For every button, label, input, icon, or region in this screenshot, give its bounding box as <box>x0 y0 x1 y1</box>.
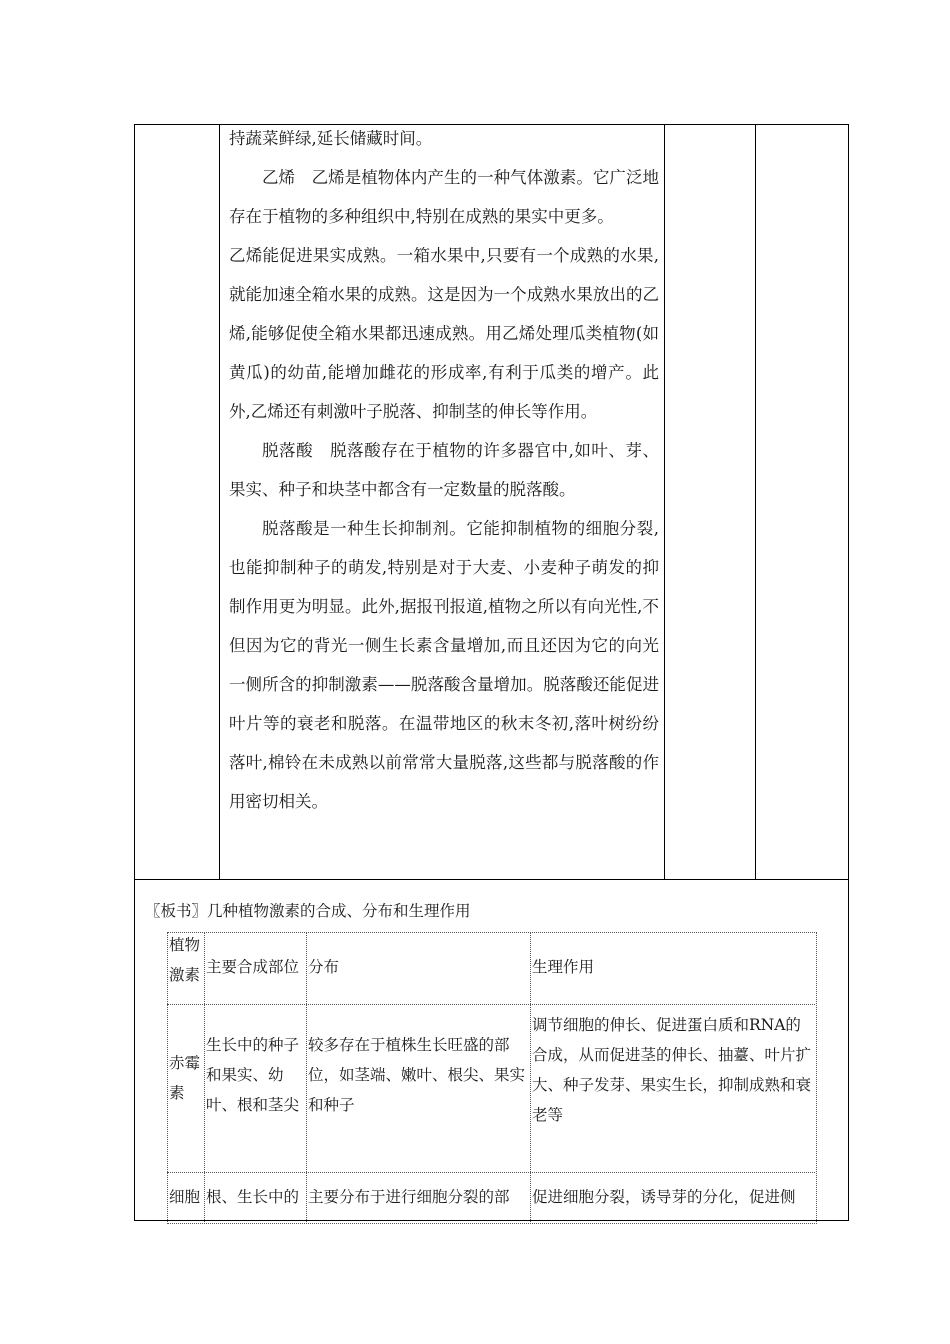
table-header-synthesis-site: 主要合成部位 <box>206 958 300 976</box>
column-divider-1 <box>219 124 220 879</box>
column-divider-3 <box>755 124 756 879</box>
inner-col-divider <box>530 932 531 1222</box>
table-cell-function: 调节细胞的伸长、促进蛋白质和RNA的合成，从而促进茎的伸长、抽薹、叶片扩大、种子发芽、果实生长，抑制成熟和衰老等 <box>532 1016 812 1124</box>
paragraph: 乙烯 乙烯是植物体内产生的一种气体激素。它广泛地存在于植物的多种组织中,特别在成熟的果实中更多。 <box>229 168 659 226</box>
table-header-distribution: 分布 <box>308 958 340 976</box>
outer-border-right <box>848 124 849 1221</box>
inner-row-divider <box>167 1004 815 1005</box>
row-divider <box>134 879 849 880</box>
text-column <box>229 119 659 821</box>
table-header-function: 生理作用 <box>532 958 595 976</box>
table-cell-distribution: 主要分布于进行细胞分裂的部 <box>308 1188 510 1206</box>
board-heading: 〖板书〗几种植物激素的合成、分布和生理作用 <box>145 902 471 920</box>
inner-row-divider <box>167 1172 815 1173</box>
paragraph: 脱落酸 脱落酸存在于植物的许多器官中,如叶、芽、果实、种子和块茎中都含有一定数量的脱落酸。 <box>229 441 659 499</box>
table-cell-synthesis-site: 生长中的种子和果实、幼叶、根和茎尖 <box>206 1036 300 1114</box>
table-cell-synthesis-site: 根、生长中的 <box>206 1188 300 1206</box>
outer-border-left <box>134 124 135 1221</box>
paragraph: 脱落酸是一种生长抑制剂。它能抑制植物的细胞分裂,也能抑制种子的萌发,特别是对于大麦、小麦种子萌发的抑制作用更为明显。此外,据报刊报道,植物之所以有向光性,不但因为它的背光一侧生长素含量增加,而且还因为它的向光一侧所含的抑制激素——脱落酸含量增加。脱落酸还能促进叶片等的衰老和脱落。在温带地区的秋末冬初,落叶树纷纷落叶,棉铃在未成熟以前常常大量脱落,这些都与脱落酸的作用密切相关。 <box>229 519 659 811</box>
table-header-hormone: 植物激素 <box>169 936 201 984</box>
paragraph: 乙烯能促进果实成熟。一箱水果中,只要有一个成熟的水果,就能加速全箱水果的成熟。这是因为一个成熟水果放出的乙烯,能够促使全箱水果都迅速成熟。用乙烯处理瓜类植物(如黄瓜)的幼苗,能增加雌花的形成率,有利于瓜类的增产。此外,乙烯还有刺激叶子脱落、抑制茎的伸长等作用。 <box>229 246 659 421</box>
paragraph: 持蔬菜鲜绿,延长储藏时间。 <box>229 129 433 148</box>
table-cell-function: 促进细胞分裂，诱导芽的分化，促进侧 <box>532 1188 796 1206</box>
table-cell-distribution: 较多存在于植株生长旺盛的部位，如茎端、嫩叶、根尖、果实和种子 <box>308 1036 526 1114</box>
inner-col-divider <box>306 932 307 1222</box>
table-cell-hormone: 赤霉素 <box>169 1054 201 1102</box>
table-cell-hormone: 细胞 <box>169 1188 201 1206</box>
inner-col-divider <box>204 932 205 1222</box>
column-divider-2 <box>664 124 665 879</box>
